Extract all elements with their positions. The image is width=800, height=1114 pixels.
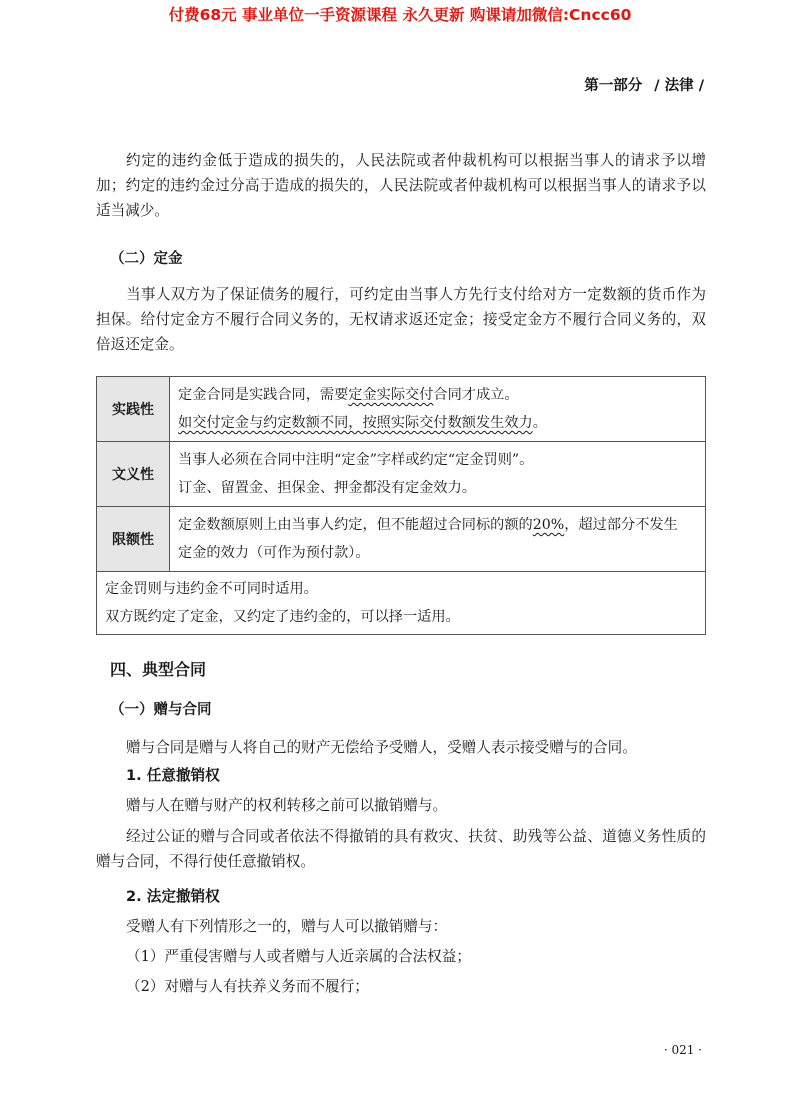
subheading-revocation-right: 1. 任意撤销权 — [126, 767, 220, 784]
row-content — [170, 442, 706, 507]
page-header — [584, 74, 704, 95]
list-item: （2）对赠与人有扶养义务而不履行； — [126, 978, 369, 995]
text: 定金的效力（可作为预付款）。 — [178, 545, 370, 561]
text: ，超过部分不发生 — [564, 517, 678, 533]
text: 当事人必须在合同中注明“定金”字样或约定“定金罚则”。 — [178, 452, 534, 468]
heading-gift-contract: （一）赠与合同 — [110, 702, 212, 718]
text: 。 — [532, 415, 547, 431]
paragraph-revocation: 赠与人在赠与财产的权利转移之前可以撤销赠与。 — [126, 797, 448, 814]
text: 定金罚则与违约金不可同时适用。 — [105, 581, 318, 597]
page-number: · 021 · — [663, 1043, 702, 1057]
text: 订金、留置金、担保金、押金都没有定金效力。 — [178, 480, 476, 496]
heading-typical-contracts: 四、典型合同 — [110, 660, 207, 679]
emphasized-text: 20% — [532, 517, 565, 533]
deposit-table — [96, 376, 706, 635]
paragraph-liquidated-damages: 约定的违约金低于造成的损失的，人民法院或者仲裁机构可以根据当事人的请求予以增加；约定的违约金过分高于造成的损失的，人民法院或者仲裁机构可以根据当事人的请求予以适当减少。 — [96, 152, 706, 219]
table-row — [97, 442, 706, 507]
table-footer-row — [97, 572, 706, 635]
text: 合同才成立。 — [433, 387, 519, 403]
text: 双方既约定了定金，又约定了违约金的，可以择一适用。 — [105, 609, 460, 625]
row-content — [170, 377, 706, 442]
heading-deposit: （二）定金 — [110, 251, 183, 267]
paragraph-legal-revocation: 受赠人有下列情形之一的，赠与人可以撤销赠与： — [126, 918, 448, 935]
paragraph-gift-definition: 赠与合同是赠与人将自己的财产无偿给予受赠人，受赠人表示接受赠与的合同。 — [126, 739, 637, 756]
paragraph-deposit: 当事人双方为了保证债务的履行，可约定由当事人方先行支付给对方一定数额的货币作为担保。给付定金方不履行合同义务的，无权请求返还定金；接受定金方不履行合同义务的，双倍返还定金。 — [96, 286, 706, 353]
emphasized-text: 定金实际交付 — [348, 387, 434, 403]
footer-content — [97, 572, 706, 635]
header-part: 第一部分 — [584, 78, 643, 94]
row-label: 限额性 — [97, 507, 170, 572]
table-row — [97, 377, 706, 442]
row-label: 文义性 — [97, 442, 170, 507]
list-item: （1）严重侵害赠与人或者赠与人近亲属的合法权益； — [126, 948, 471, 965]
watermark-banner: 付费68元 事业单位一手资源课程 永久更新 购课请加微信:Cncc60 — [168, 6, 632, 24]
emphasized-text: 如交付定金与约定数额不同，按照实际交付数额发生效力 — [178, 415, 533, 431]
text: 定金合同是实践合同，需要 — [178, 387, 349, 403]
table-row — [97, 507, 706, 572]
row-label: 实践性 — [97, 377, 170, 442]
header-section: / 法律 / — [654, 78, 704, 94]
row-content — [170, 507, 706, 572]
subheading-legal-revocation: 2. 法定撤销权 — [126, 888, 220, 905]
paragraph-notarized-gift: 经过公证的赠与合同或者依法不得撤销的具有救灾、扶贫、助残等公益、道德义务性质的赠与合同，不得行使任意撤销权。 — [96, 828, 706, 870]
text: 定金数额原则上由当事人约定，但不能超过合同标的额的 — [178, 517, 533, 533]
